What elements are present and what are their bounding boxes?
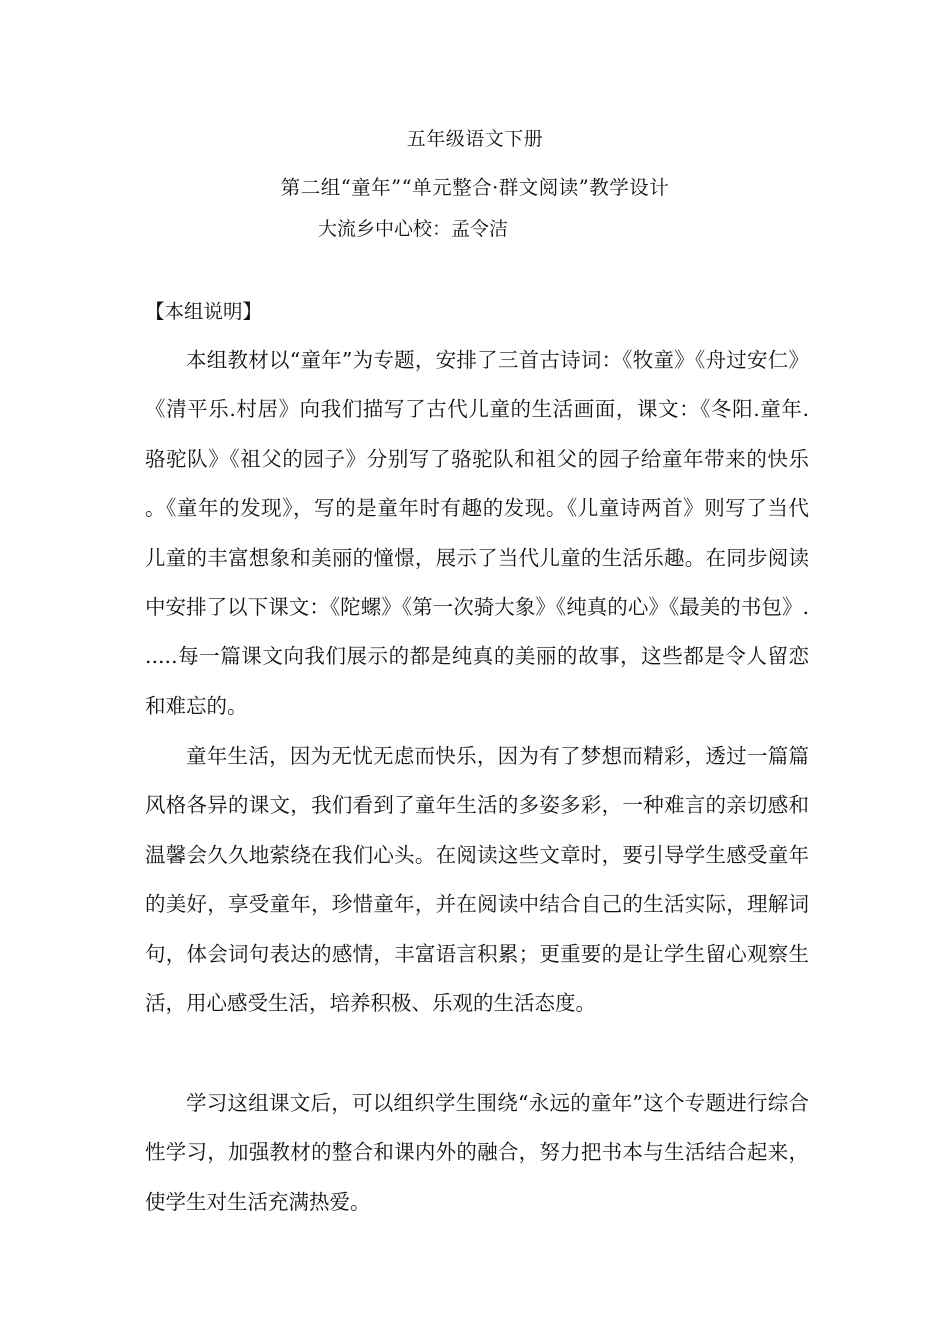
- paragraph-2: 童年生活，因为无忧无虑而快乐，因为有了梦想而精彩，透过一篇篇风格各异的课文，我们看到了童年生活的多姿多彩，一种难言的亲切感和温馨会久久地萦绕在我们心头。在阅读这些文章时，要引导学生感受童年的美好，享受童年，珍惜童年，并在阅读中结合自己的生活实际，理解词句，体会词句表达的感情，丰富语言积累；更重要的是让学生留心观察生活，用心感受生活，培养积极、乐观的生活态度。: [145, 744, 809, 1016]
- paragraph-3: 学习这组课文后，可以组织学生围绕“永远的童年”这个专题进行综合性学习，加强教材的整合和课内外的融合，努力把书本与生活结合起来，使学生对生活充满热爱。: [145, 1091, 809, 1214]
- paragraph-1: 本组教材以“童年”为专题，安排了三首古诗词：《牧童》《舟过安仁》《清平乐.村居》向我们描写了古代儿童的生活画面，课文：《冬阳.童年.骆驼队》《祖父的园子》分别写了骆驼队和祖父的园子给童年带来的快乐。《童年的发现》，写的是童年时有趣的发现。《儿童诗两首》则写了当代儿童的丰富想象和美丽的憧憬，展示了当代儿童的生活乐趣。在同步阅读中安排了以下课文：《陀螺》《第一次骑大象》《纯真的心》《最美的书包》......每一篇课文向我们展示的都是纯真的美丽的故事，这些都是令人留恋和难忘的。: [145, 348, 809, 718]
- document-title: 五年级语文下册: [406, 128, 544, 150]
- document-subtitle: 第二组“童年”“单元整合·群文阅读”教学设计: [280, 176, 670, 199]
- author-line: 大流乡中心校：孟令洁: [318, 218, 509, 240]
- section-heading: 【本组说明】: [145, 300, 263, 323]
